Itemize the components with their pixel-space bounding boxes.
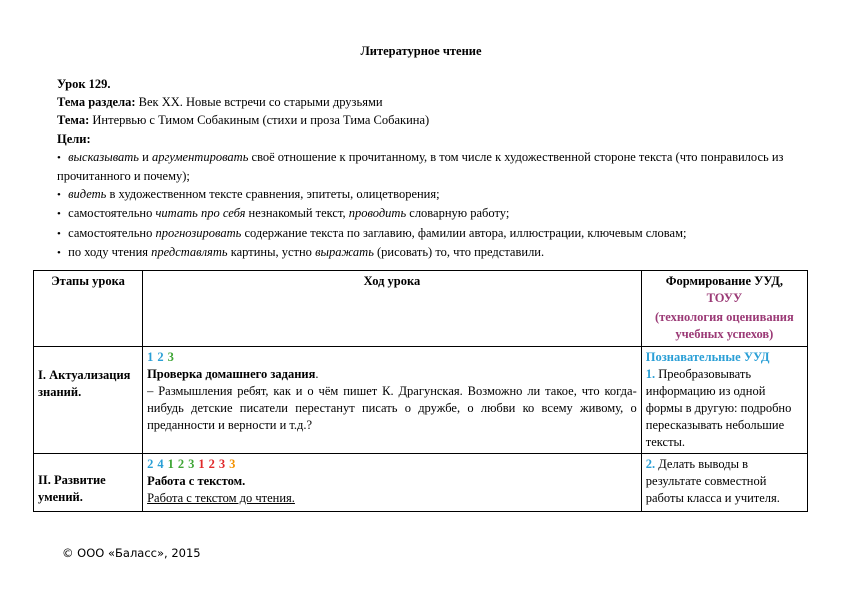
header-uud: Формирование УУД, ТОУУ (технология оценивания учебных успехов) [641,271,807,347]
table-header-row [34,271,808,347]
tou-label: ТОУУ [706,291,743,305]
table-row [34,347,808,454]
lesson-table [33,270,808,512]
page-title: Литературное чтение [360,44,482,58]
bullet-icon: • [57,208,61,221]
task-heading: Работа с текстом. [147,474,246,488]
goal-item: • видеть в художественном тексте сравнения, эпитеты, олицетворения; [57,185,797,204]
theme-line: Тема: Интервью с Тимом Собакиным (стихи и проза Тима Собакина) [57,113,430,128]
bullet-icon: • [57,189,61,202]
lesson-number: Урок 129. [57,77,111,91]
goal-item: • самостоятельно читать про себя незнакомый текст, проводить словарную работу; [57,204,797,223]
goal-item: • высказывать и аргументировать своё отношение к прочитанному, в том числе к художественной стороне текста (что понравилось из прочитанного и почему); [57,149,784,184]
task-text: – Размышления ребят, как и о чём пишет К. Драгунская. Возможно ли такое, что когда-нибудь детские писатели перестанут писать о дружбе, о любви ко всему живому, о преданности и верности и т.д.? [147,384,637,432]
goal-item: • по ходу чтения представлять картины, устно выражать (рисовать) то, что представили. [57,243,797,262]
tech-label: (технология оценивания учебных успехов) [655,310,794,341]
bullet-icon: • [57,151,61,164]
table-row [34,454,808,512]
lesson-header [57,75,797,262]
task-heading: Проверка домашнего задания. [147,367,319,381]
bullet-icon: • [57,227,61,240]
stage-cell: I. Актуализация знаний. [34,347,143,454]
number-markers: 2 4 1 2 3 1 2 3 3 [147,457,236,471]
course-cell [143,454,642,512]
uud-text: 2. Делать выводы в результате совместной работы класса и учителя. [645,457,780,505]
uud-text: 1. Преобразовывать информацию из одной формы в другую: подробно пересказывать небольшие тексты. [645,367,792,449]
uud-cell [641,347,807,454]
course-cell [143,347,642,454]
stage-cell: II. Развитие умений. [34,454,143,512]
footer-copyright: © ООО «Баласс», 2015 [62,546,201,560]
number-markers: 1 2 3 [147,350,174,364]
goal-item: • самостоятельно прогнозировать содержание текста по заглавию, фамилии автора, иллюстрации, ключевым словам; [57,224,797,243]
goals-label: Цели: [57,131,91,146]
uud-cell [641,454,807,512]
section-line: Тема раздела: Век XX. Новые встречи со старыми друзьями [57,95,383,110]
uud-title: Познавательные УУД [645,350,770,364]
header-stages: Этапы урока [34,271,143,347]
task-text: Работа с текстом до чтения. [147,491,295,505]
bullet-icon: • [57,246,61,259]
header-course: Ход урока [143,271,642,347]
